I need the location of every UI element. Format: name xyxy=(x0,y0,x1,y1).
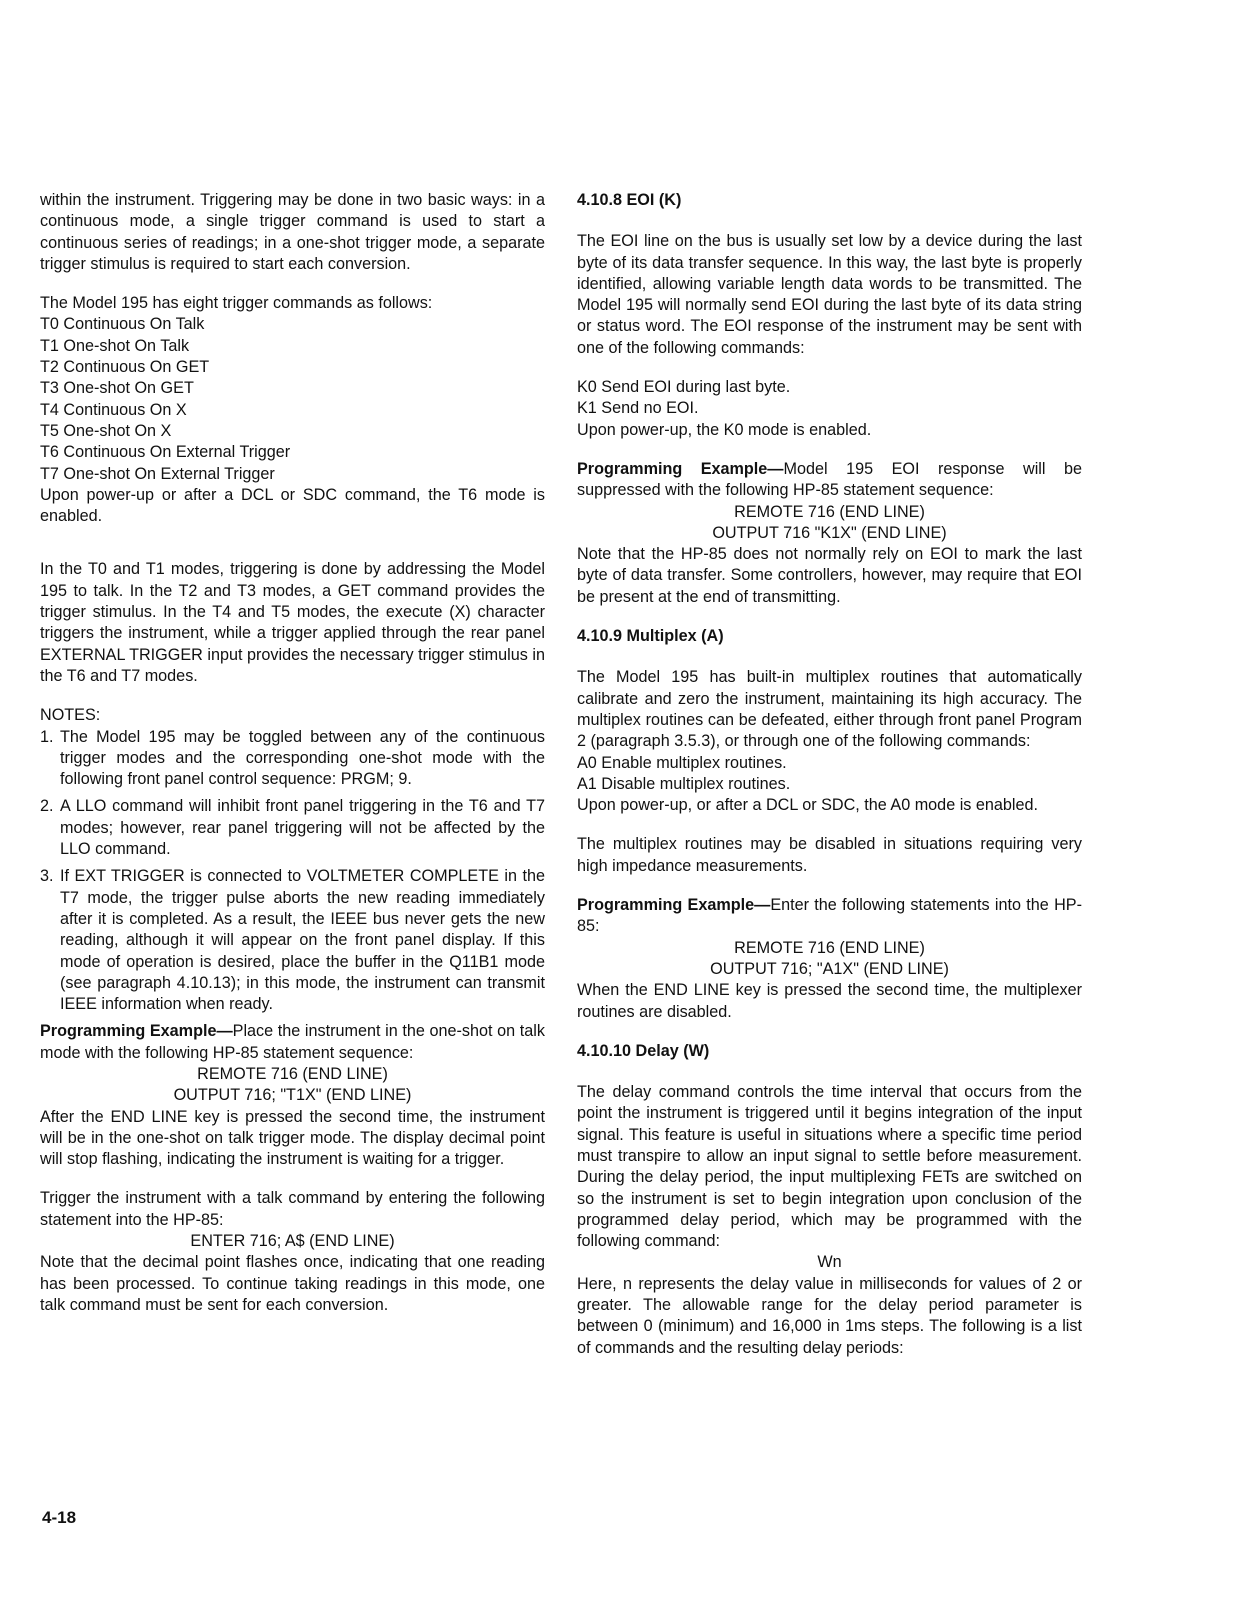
list-line: T6 Continuous On External Trigger xyxy=(40,443,291,462)
section-heading: 4.10.10 Delay (W) xyxy=(577,1041,710,1060)
note-text: If EXT TRIGGER is connected to VOLTMETER COMPLETE in the T7 mode, the trigger pulse aborts the new reading immediately after it is completed. As a result, the IEEE bus never gets the new reading, although it will appear on the front panel display. If this mode of operation is desired, place the buffer in the Q11B1 mode (see paragraph 4.10.13); in this mode, the instrument can transmit IEEE information when ready. xyxy=(60,867,545,1014)
right-column xyxy=(577,190,1082,1377)
code-statement: OUTPUT 716 "K1X" (END LINE) xyxy=(712,523,947,542)
example-text: Enter the following statements into the HP-85: xyxy=(577,896,1082,936)
list-line: K0 Send EOI during last byte. xyxy=(577,378,791,397)
example-label: Programming Example— xyxy=(577,459,784,478)
code-statement: REMOTE 716 (END LINE) xyxy=(197,1064,388,1083)
paragraph: In the T0 and T1 modes, triggering is done by addressing the Model 195 to talk. In the T2 and T3 modes, a GET command provides the trigger stimulus. In the T4 and T5 modes, the execute (X) character triggers the instrument, while a trigger applied through the rear panel EXTERNAL TRIGGER input provides the necessary trigger stimulus in the T6 and T7 modes. xyxy=(40,560,545,685)
list-line: A0 Enable multiplex routines. xyxy=(577,753,787,772)
paragraph: Note that the decimal point flashes once, indicating that one reading has been processed. To continue taking readings in this mode, one talk command must be sent for each conversion. xyxy=(40,1253,545,1314)
paragraph: The delay command controls the time interval that occurs from the point the instrument is triggered until it begins integration of the input signal. This feature is useful in situations where a specific time period must transpire to allow an input signal to settle before measurement. During the delay period, the input multiplexing FETs are switched on so the instrument is set to begin integration upon conclusion of the programmed delay period, which may be programmed with the following command: xyxy=(577,1083,1082,1251)
list-line: T2 Continuous On GET xyxy=(40,358,210,377)
list-line: K1 Send no EOI. xyxy=(577,399,699,418)
list-line: T3 One-shot On GET xyxy=(40,379,194,398)
note-number: 3. xyxy=(40,867,54,886)
code-statement: REMOTE 716 (END LINE) xyxy=(734,502,925,521)
note-text: The Model 195 may be toggled between any of the continuous trigger modes and the corresponding one-shot mode with the following front panel control sequence: PRGM; 9. xyxy=(60,727,545,789)
paragraph: Upon power-up or after a DCL or SDC command, the T6 mode is enabled. xyxy=(40,485,545,526)
note-item xyxy=(40,796,545,860)
list-line: T1 One-shot On Talk xyxy=(40,336,190,355)
paragraph: Here, n represents the delay value in milliseconds for values of 2 or greater. The allowable range for the delay period parameter is between 0 (minimum) and 16,000 in 1ms steps. The following is a list of commands and the resulting delay periods: xyxy=(577,1274,1082,1357)
example-label: Programming Example— xyxy=(40,1022,233,1041)
list-line: A1 Disable multiplex routines. xyxy=(577,774,791,793)
programming-example xyxy=(40,1021,545,1064)
paragraph: Trigger the instrument with a talk command by entering the following statement into the HP-85: xyxy=(40,1189,545,1229)
page-number: 4-18 xyxy=(42,1508,77,1527)
paragraph: The Model 195 has eight trigger commands as follows: xyxy=(40,294,433,313)
note-text: A LLO command will inhibit front panel triggering in the T6 and T7 modes; however, rear panel triggering will not be affected by the LLO command. xyxy=(60,797,545,859)
example-text: Model 195 EOI response will be suppressed with the following HP-85 statement sequence: xyxy=(577,459,1082,500)
paragraph: The multiplex routines may be disabled in situations requiring very high impedance measurements. xyxy=(577,835,1082,875)
code-statement: OUTPUT 716; "A1X" (END LINE) xyxy=(710,959,949,978)
paragraph: The EOI line on the bus is usually set low by a device during the last byte of its data transfer sequence. In this way, the last byte is properly identified, allowing variable length data words to be transmitted. The Model 195 will normally send EOI during the last byte of its data string or status word. The EOI response of the instrument may be sent with one of the following commands: xyxy=(577,232,1082,357)
list-line: T0 Continuous On Talk xyxy=(40,315,205,334)
paragraph: When the END LINE key is pressed the second time, the multiplexer routines are disabled. xyxy=(577,981,1082,1021)
code-statement: ENTER 716; A$ (END LINE) xyxy=(190,1232,395,1251)
list-line: T4 Continuous On X xyxy=(40,400,187,419)
programming-example xyxy=(577,459,1082,502)
paragraph: Upon power-up, the K0 mode is enabled. xyxy=(577,420,872,439)
section-heading: 4.10.9 Multiplex (A) xyxy=(577,627,724,646)
section-heading: 4.10.8 EOI (K) xyxy=(577,191,682,209)
left-column xyxy=(40,190,545,1334)
note-item xyxy=(40,866,545,1015)
list-line: T5 One-shot On X xyxy=(40,421,172,440)
note-item xyxy=(40,727,545,791)
code-statement: REMOTE 716 (END LINE) xyxy=(734,938,925,957)
spacer xyxy=(40,545,545,559)
example-label: Programming Example— xyxy=(577,896,771,915)
paragraph: After the END LINE key is pressed the second time, the instrument will be in the one-shot on talk trigger mode. The display decimal point will stop flashing, indicating the instrument is waiting for a trigger. xyxy=(40,1107,545,1169)
code-statement: OUTPUT 716; "T1X" (END LINE) xyxy=(173,1086,412,1105)
paragraph: Upon power-up, or after a DCL or SDC, the A0 mode is enabled. xyxy=(577,796,1038,815)
paragraph: The Model 195 has built-in multiplex routines that automatically calibrate and zero the instrument, maintaining its high accuracy. The multiplex routines can be defeated, either through front panel Program 2 (paragraph 3.5.3), or through one of the following commands: xyxy=(577,668,1082,751)
note-number: 1. xyxy=(40,727,54,746)
list-line: NOTES: xyxy=(40,706,101,725)
list-line: T7 One-shot On External Trigger xyxy=(40,464,275,483)
paragraph: within the instrument. Triggering may be done in two basic ways: in a continuous mode, a single trigger command is used to start a continuous series of readings; in a one-shot trigger mode, a separate trigger stimulus is required to start each conversion. xyxy=(40,191,545,273)
code-statement: Wn xyxy=(817,1253,842,1272)
paragraph: Note that the HP-85 does not normally rely on EOI to mark the last byte of data transfer. Some controllers, however, may require that EOI be present at the end of transmitting. xyxy=(577,545,1082,606)
note-number: 2. xyxy=(40,797,54,816)
programming-example xyxy=(577,895,1082,938)
example-text: Place the instrument in the one-shot on talk mode with the following HP-85 statement sequence: xyxy=(40,1022,545,1062)
